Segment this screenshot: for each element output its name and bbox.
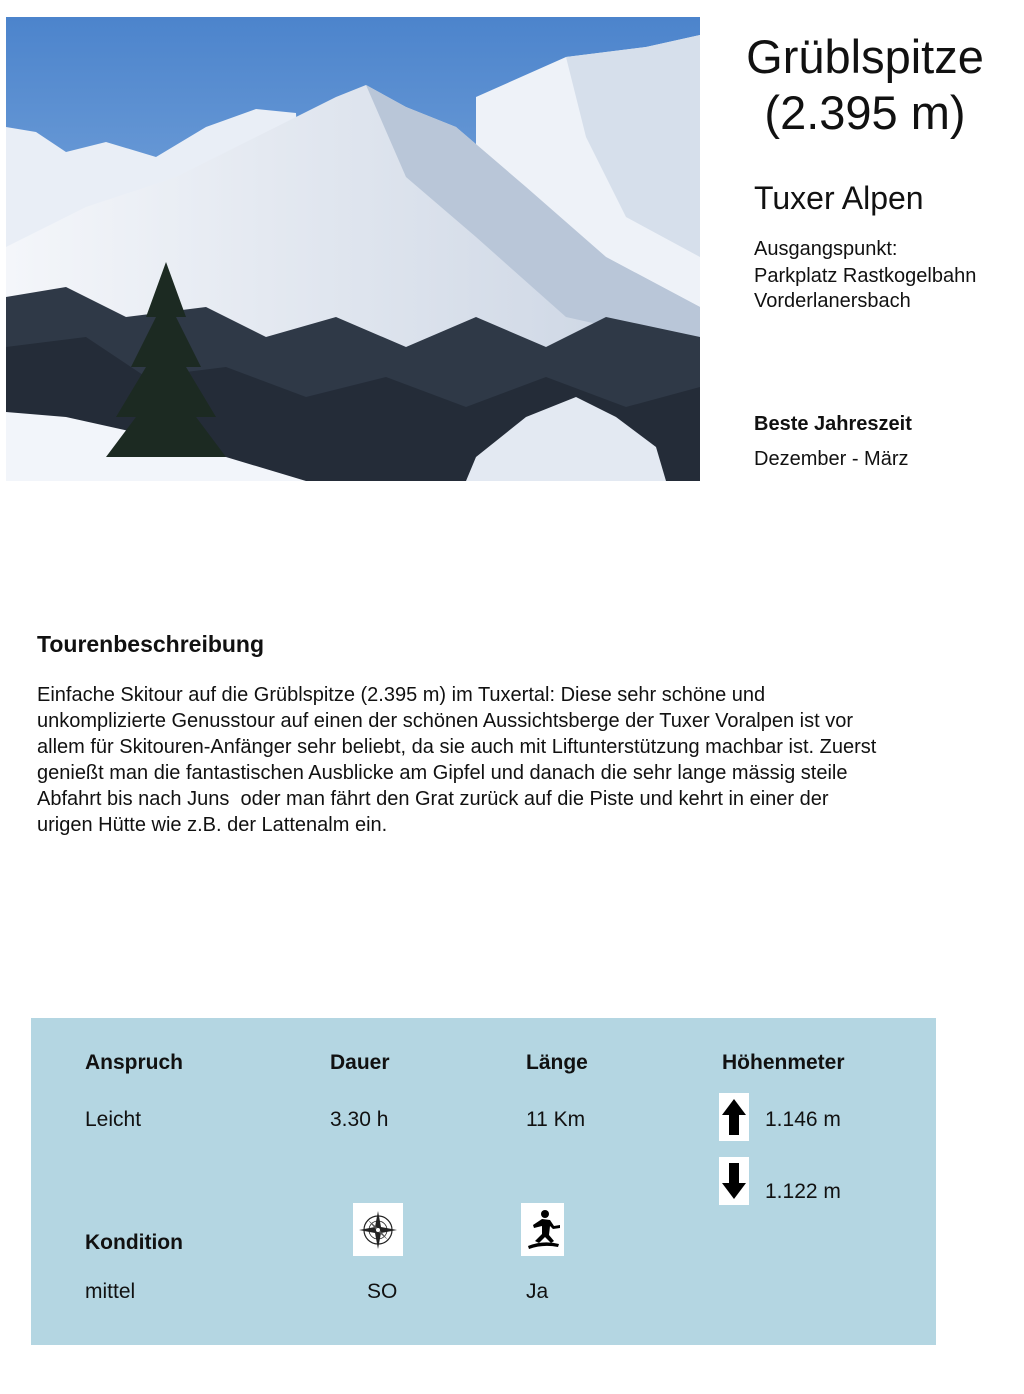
compass-rose-icon <box>353 1203 403 1256</box>
snowboarder-icon <box>521 1203 564 1256</box>
region-name: Tuxer Alpen <box>754 180 924 216</box>
length-label: Länge <box>526 1051 588 1074</box>
season-label: Beste Jahreszeit <box>754 413 912 435</box>
description-line: urigen Hütte wie z.B. der Lattenalm ein. <box>37 814 388 836</box>
start-location-line2: Vorderlanersbach <box>754 290 911 312</box>
condition-value: mittel <box>85 1280 136 1303</box>
description-line: genießt man die fantastischen Ausblicke am Gipfel und danach die sehr lange mässig steile <box>37 762 848 784</box>
description-line: Abfahrt bis nach Juns oder man fährt den Grat zurück auf die Piste und kehrt in einer der <box>37 788 829 810</box>
description-line: unkomplizierte Genusstour auf einen der schönen Aussichtsberge der Tuxer Voralpen ist vor <box>37 710 854 732</box>
length-value: 11 Km <box>526 1108 586 1131</box>
ascent-value: 1.146 m <box>765 1108 841 1131</box>
duration-value: 3.30 h <box>330 1108 389 1131</box>
season-value: Dezember - März <box>754 448 909 470</box>
start-location-line1: Parkplatz Rastkogelbahn <box>754 265 977 287</box>
arrow-down-icon <box>719 1157 749 1205</box>
description-text <box>37 682 967 838</box>
elevation-label: Höhenmeter <box>722 1051 845 1074</box>
difficulty-label: Anspruch <box>85 1051 184 1074</box>
description-line: allem für Skitouren-Anfänger sehr beliebt, da sie auch mit Liftunterstützung machbar ist. Zuerst <box>37 736 877 758</box>
description-title: Tourenbeschreibung <box>37 631 265 657</box>
duration-label: Dauer <box>330 1051 390 1074</box>
start-label: Ausgangspunkt: <box>754 238 898 260</box>
arrow-up-icon <box>719 1093 749 1141</box>
tour-facts-box <box>31 1018 936 1345</box>
orientation-value: SO <box>367 1280 398 1303</box>
mountain-photo <box>6 17 700 481</box>
page-title: Grüblspitze <box>746 30 984 83</box>
page-title-elevation: (2.395 m) <box>764 86 966 139</box>
condition-label: Kondition <box>85 1231 183 1254</box>
snowboard-suitable-value: Ja <box>526 1280 549 1303</box>
description-line: Einfache Skitour auf die Grüblspitze (2.395 m) im Tuxertal: Diese sehr schöne und <box>37 684 766 706</box>
difficulty-value: Leicht <box>85 1108 142 1131</box>
descent-value: 1.122 m <box>765 1180 841 1203</box>
